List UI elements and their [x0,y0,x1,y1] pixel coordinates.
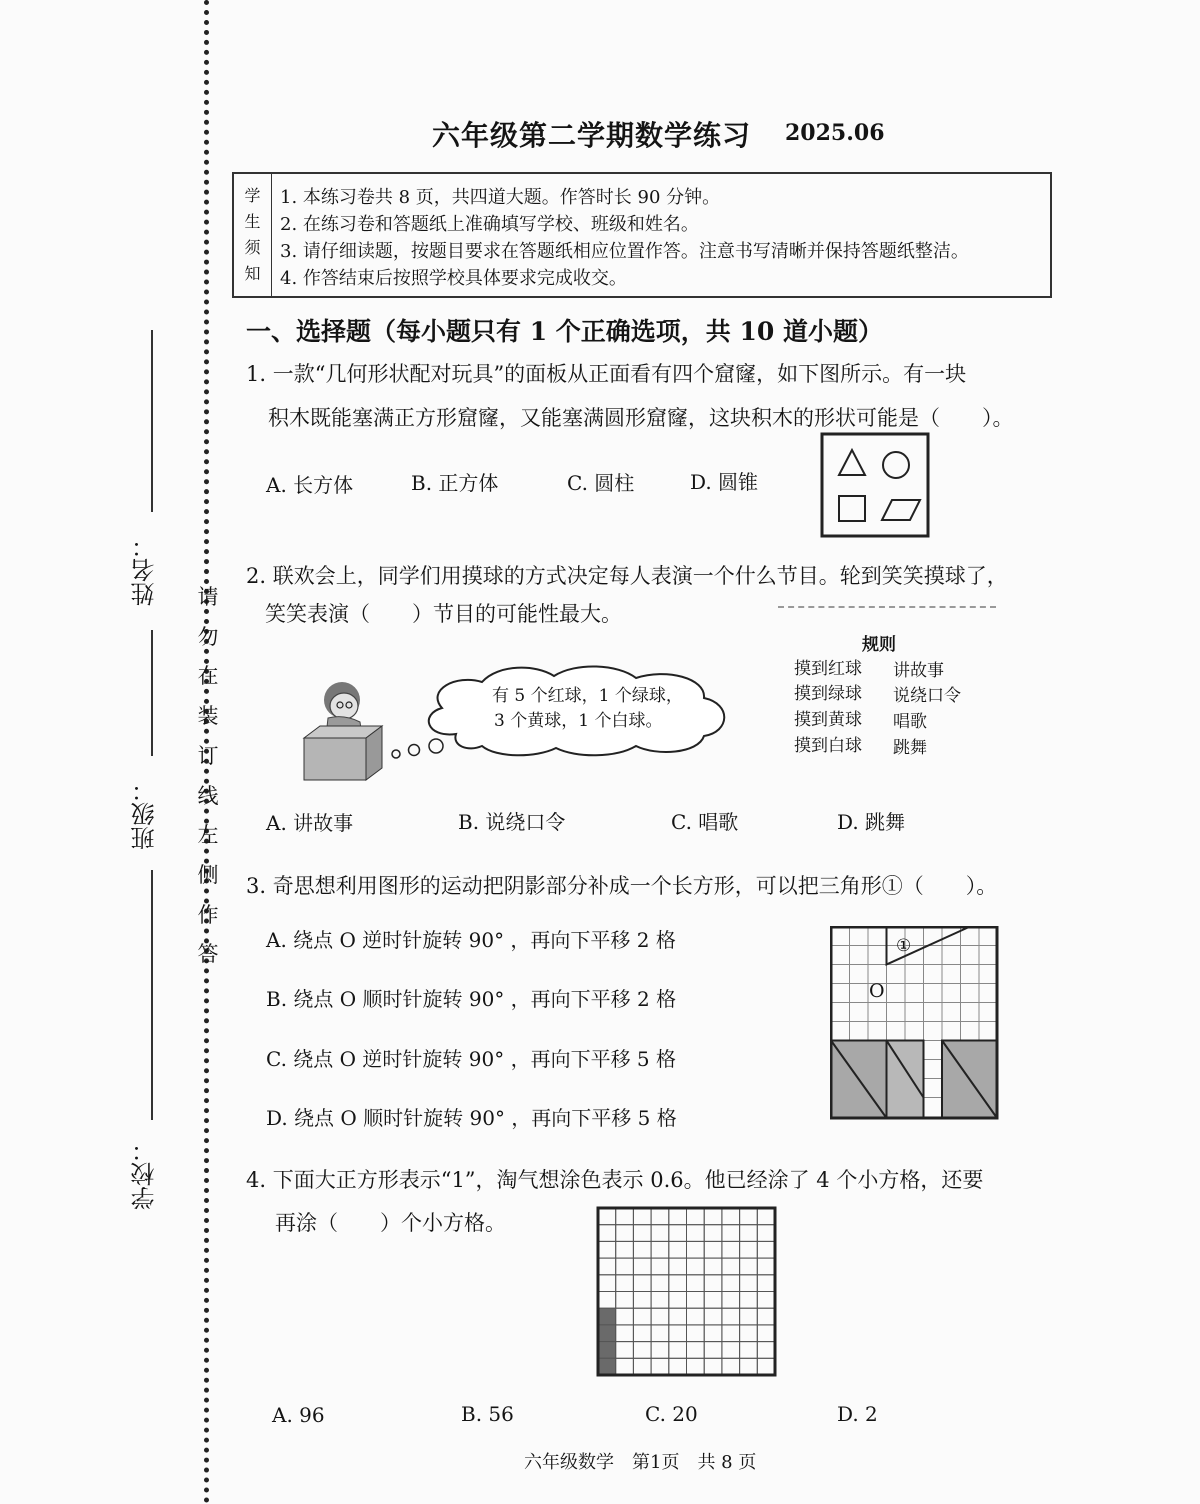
q4-option-a[interactable]: A. 96 [272,1403,325,1427]
box-front [304,738,366,780]
grid-cell [704,1275,722,1292]
grid-cell [687,1241,705,1258]
q1-option-c[interactable]: C. 圆柱 [567,471,635,495]
q2-option-d[interactable]: D. 跳舞 [837,810,906,834]
grid-cell [616,1208,634,1225]
grid-cell [740,1308,758,1325]
school-label: 学校： [131,1138,159,1210]
q3-option-c[interactable]: C. 绕点 O 逆时针旋转 90° ，再向下平移 5 格 [266,1047,677,1071]
grid-cell [757,1342,775,1359]
grid-cell [704,1358,722,1375]
q4-line1: 4. 下面大正方形表示“1”，淘气想涂色表示 0.6。他已经涂了 4 个小方格，还要 [246,1168,984,1192]
grid-cell [616,1225,634,1242]
rule-show: 唱歌 [893,712,927,732]
grid-cell [651,1325,669,1342]
q1-option-d[interactable]: D. 圆锥 [690,470,759,494]
grid-cell [722,1225,740,1242]
grid-cell [633,1308,651,1325]
grid-cell [740,1342,758,1359]
bubble-dot-large [429,739,443,753]
grid-cell [616,1292,634,1309]
q4-option-c[interactable]: C. 20 [645,1402,698,1426]
grid-cell [704,1225,722,1242]
grid-cell [740,1358,758,1375]
grid-cell [722,1358,740,1375]
rule-ball: 摸到白球 [794,736,862,756]
shaded-cell [598,1325,616,1342]
grid-cell [722,1342,740,1359]
grid-cell [757,1308,775,1325]
q2-line2: 笑笑表演（ ）节目的可能性最大。 [265,602,622,626]
q1-option-a[interactable]: A. 长方体 [266,473,354,497]
rule-show: 讲故事 [893,661,944,681]
bubble-text-line2: 3 个黄球，1 个白球。 [494,711,663,731]
name-underline [151,330,153,512]
grid-cell [616,1308,634,1325]
grid-cell [669,1308,687,1325]
square-hole [839,496,865,521]
grid-cell [616,1275,634,1292]
grid-cell [633,1358,651,1375]
grid-cell [687,1208,705,1225]
grid-cell [687,1258,705,1275]
rules-title: 规则 [862,635,896,655]
grid-cell [669,1241,687,1258]
class-underline [151,630,153,756]
grid-cell [651,1275,669,1292]
rule-ball: 摸到绿球 [794,684,862,704]
grid-cell [669,1342,687,1359]
notice-item: 2. 在练习卷和答题纸上准确填写学校、班级和姓名。 [280,214,699,235]
grid-cell [651,1258,669,1275]
grid-cell [740,1208,758,1225]
grid-cell [633,1241,651,1258]
grid-cell [616,1258,634,1275]
grid-cell [669,1258,687,1275]
grid-cell [633,1325,651,1342]
grid-cell [687,1292,705,1309]
name-label: 姓名： [131,534,159,606]
shape-panel-figure [818,430,934,540]
grid-cell [669,1292,687,1309]
shaded-cell [598,1308,616,1325]
grid-cell [757,1275,775,1292]
triangle-hole [839,450,865,475]
bubble-dot-medium [409,745,420,756]
grid-cell [633,1275,651,1292]
grid-cell [722,1208,740,1225]
q3-line1: 3. 奇思想利用图形的运动把阴影部分补成一个长方形，可以把三角形①（ ）。 [246,874,998,898]
rotation-grid-figure [830,926,1000,1122]
grid-cell [616,1241,634,1258]
grid-cell [704,1342,722,1359]
rule-ball: 摸到红球 [794,659,862,679]
grid-cell [651,1342,669,1359]
page-footer: 六年级数学 第1页 共 8 页 [524,1452,757,1473]
grid-cell [651,1308,669,1325]
grid-cell [633,1208,651,1225]
grid-cell [598,1241,616,1258]
bubble-dot-small [392,750,400,758]
grid-cell [757,1241,775,1258]
q2-line1: 2. 联欢会上，同学们用摸球的方式决定每人表演一个什么节目。轮到笑笑摸球了， [246,564,1008,588]
grid-cell [687,1342,705,1359]
panel-border [822,434,928,536]
grid-cell [598,1225,616,1242]
class-label: 班级： [131,778,159,850]
grid-cell [651,1225,669,1242]
notice-item: 3. 请仔细读题，按题目要求在答题纸相应位置作答。注意书写清晰并保持答题纸整洁。 [280,241,969,262]
grid-cell [722,1325,740,1342]
grid-cell [740,1225,758,1242]
grid-cell [633,1292,651,1309]
grid-cell [687,1308,705,1325]
grid-cell [757,1225,775,1242]
grid-cell [722,1308,740,1325]
q4-line2: 再涂（ ）个小方格。 [275,1211,506,1235]
point-o-label: O [869,980,885,1002]
rules-card-edge [778,606,996,610]
grid-cell [740,1325,758,1342]
q4-option-b[interactable]: B. 56 [461,1402,514,1426]
section-heading: 一、选择题（每小题只有 1 个正确选项，共 10 道小题） [246,317,884,346]
notice-items [280,184,969,292]
grid-cell [669,1208,687,1225]
grid-cell [740,1292,758,1309]
q3-option-a[interactable]: A. 绕点 O 逆时针旋转 90° ，再向下平移 2 格 [266,928,676,952]
grid-cell [669,1275,687,1292]
grid-cell [616,1342,634,1359]
shaded-cell [598,1342,616,1359]
grid-cell [669,1325,687,1342]
q3-option-b[interactable]: B. 绕点 O 顺时针旋转 90° ，再向下平移 2 格 [266,987,677,1011]
shaded-block-middle [887,1041,924,1119]
grid-cell [704,1208,722,1225]
school-underline [151,870,153,1120]
exam-date: 2025.06 [785,120,885,146]
q2-option-a[interactable]: A. 讲故事 [266,811,354,835]
grid-cell [704,1241,722,1258]
grid-cell [598,1208,616,1225]
q4-option-d[interactable]: D. 2 [837,1402,878,1426]
bubble-text-line1: 有 5 个红球，1 个绿球， [492,686,683,706]
grid-cell [722,1258,740,1275]
grid-cell [598,1292,616,1309]
q1-option-b[interactable]: B. 正方体 [411,471,499,495]
page-title: 六年级第二学期数学练习 [432,119,752,152]
q1-line1: 1. 一款“几何形状配对玩具”的面板从正面看有四个窟窿，如下图所示。有一块 [246,362,967,386]
rule-ball: 摸到黄球 [794,710,862,730]
grid-cell [651,1358,669,1375]
q2-option-b[interactable]: B. 说绕口令 [458,810,566,834]
notice-label: 学 生 须 知 [234,174,272,296]
grid-cell [598,1258,616,1275]
grid-cell [722,1241,740,1258]
grid-cell [757,1358,775,1375]
grid-cell [722,1275,740,1292]
grid-cell [616,1358,634,1375]
grid-cell [704,1292,722,1309]
grid-cell [687,1225,705,1242]
grid-cell [740,1241,758,1258]
hundred-grid-cells [598,1208,775,1375]
grid-cell [704,1258,722,1275]
notice-item: 4. 作答结束后按照学校具体要求完成收交。 [280,268,627,289]
q1-line2: 积木既能塞满正方形窟窿，又能塞满圆形窟窿，这块积木的形状可能是（ ）。 [268,406,1014,430]
grid-cell [651,1292,669,1309]
grid-cell [598,1275,616,1292]
grid-cell [633,1342,651,1359]
triangle-1-label: ① [896,936,912,956]
grid-cell [651,1208,669,1225]
girl-at-box-figure [296,676,396,788]
grid-cell [687,1325,705,1342]
binding-warning: 请 勿 在 装 订 线 左 侧 作 答 [197,585,219,967]
grid-cell [722,1292,740,1309]
grid-cell [687,1275,705,1292]
grid-cell [757,1292,775,1309]
notice-item: 1. 本练习卷共 8 页，共四道大题。作答时长 90 分钟。 [280,187,721,208]
grid-cell [740,1275,758,1292]
q2-option-c[interactable]: C. 唱歌 [671,810,739,834]
grid-cell [687,1358,705,1375]
grid-cell [616,1325,634,1342]
grid-cell [633,1225,651,1242]
girl-face [330,693,358,719]
hundred-grid-figure [596,1206,778,1378]
grid-cell [757,1258,775,1275]
grid-cell [669,1358,687,1375]
grid-cell [704,1308,722,1325]
notice-box [232,172,1052,298]
circle-hole [883,452,909,478]
grid-cell [757,1325,775,1342]
grid-cell [740,1258,758,1275]
grid-cell [633,1258,651,1275]
rule-show: 跳舞 [893,738,927,758]
q3-option-d[interactable]: D. 绕点 O 顺时针旋转 90° ，再向下平移 5 格 [266,1106,677,1130]
shaded-cell [598,1358,616,1375]
grid-cell [651,1241,669,1258]
grid-cell [704,1325,722,1342]
parallelogram-hole [882,500,920,520]
rule-show: 说绕口令 [893,686,961,706]
grid-cell [757,1208,775,1225]
grid-cell [669,1225,687,1242]
